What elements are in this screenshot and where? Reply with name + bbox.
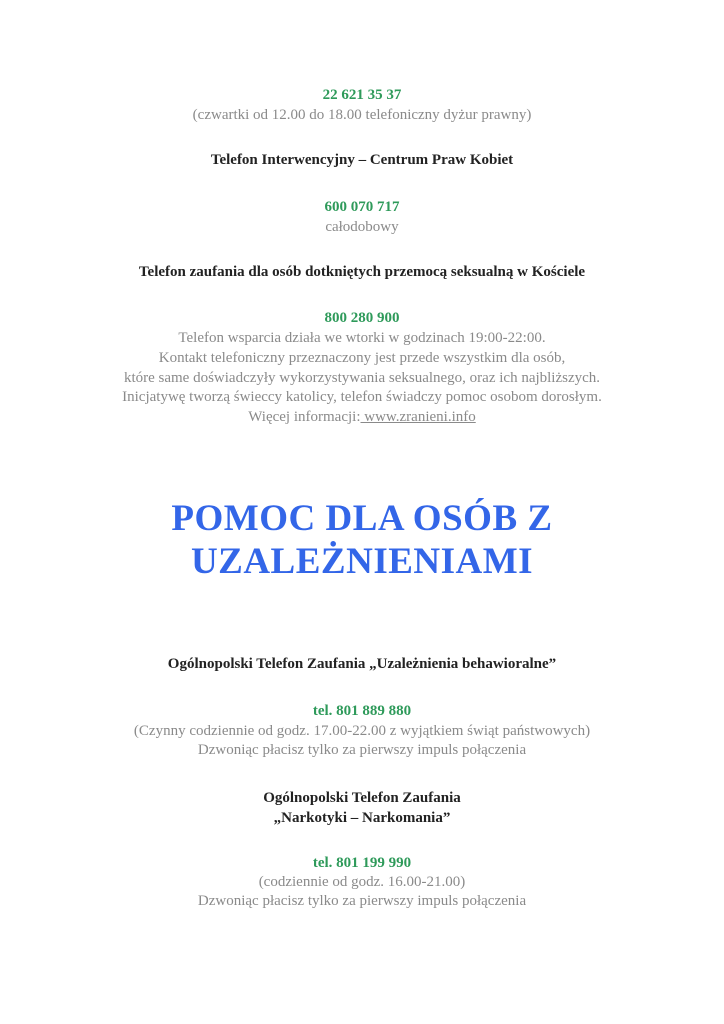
more-info-label: Więcej informacji: [248, 409, 361, 425]
zranieni-link[interactable]: www.zranieni.info [360, 409, 476, 425]
church-abuse-note-line: Telefon wsparcia działa we wtorki w godzinach 19:00-22:00. [178, 330, 546, 346]
behavioral-hours-note: (Czynny codziennie od godz. 17.00-22.00 z wyjątkiem świąt państwowych) [133, 723, 591, 739]
drugs-heading-line: Ogólnopolski Telefon Zaufania [263, 790, 461, 806]
behavioral-addictions-heading: Ogólnopolski Telefon Zaufania „Uzależnienia behawioralne” [167, 656, 557, 672]
womens-rights-heading: Telefon Interwencyjny – Centrum Praw Kobiet [210, 152, 514, 168]
phone-number-drugs: tel. 801 199 990 [312, 855, 412, 871]
addiction-help-title-line: UZALEŻNIENIAMI [190, 541, 534, 582]
drugs-hours-note: (codziennie od godz. 16.00-21.00) [258, 874, 466, 890]
drugs-heading-line: „Narkotyki – Narkomania” [273, 810, 451, 826]
intervention-hours-note: całodobowy [325, 219, 399, 235]
behavioral-cost-note: Dzwoniąc płacisz tylko za pierwszy impuls połączenia [197, 742, 527, 758]
drugs-cost-note: Dzwoniąc płacisz tylko za pierwszy impuls połączenia [197, 893, 527, 909]
church-abuse-note-line: Inicjatywę tworzą świeccy katolicy, telefon świadczy pomoc osobom dorosłym. [122, 389, 602, 405]
more-info-line [0, 409, 724, 426]
phone-number-intervention: 600 070 717 [324, 199, 400, 215]
legal-hours-note: (czwartki od 12.00 do 18.00 telefoniczny dyżur prawny) [192, 107, 532, 123]
church-abuse-heading: Telefon zaufania dla osób dotkniętych przemocą seksualną w Kościele [138, 264, 586, 280]
phone-number-legal: 22 621 35 37 [322, 87, 402, 103]
church-abuse-note-line: które same doświadczyły wykorzystywania seksualnego, oraz ich najbliższych. [123, 370, 601, 386]
church-abuse-note-line: Kontakt telefoniczny przeznaczony jest przede wszystkim dla osób, [158, 350, 566, 366]
addiction-help-title-line: POMOC DLA OSÓB Z [171, 498, 553, 539]
phone-number-church-abuse: 800 280 900 [324, 310, 400, 326]
phone-number-behavioral: tel. 801 889 880 [312, 703, 412, 719]
